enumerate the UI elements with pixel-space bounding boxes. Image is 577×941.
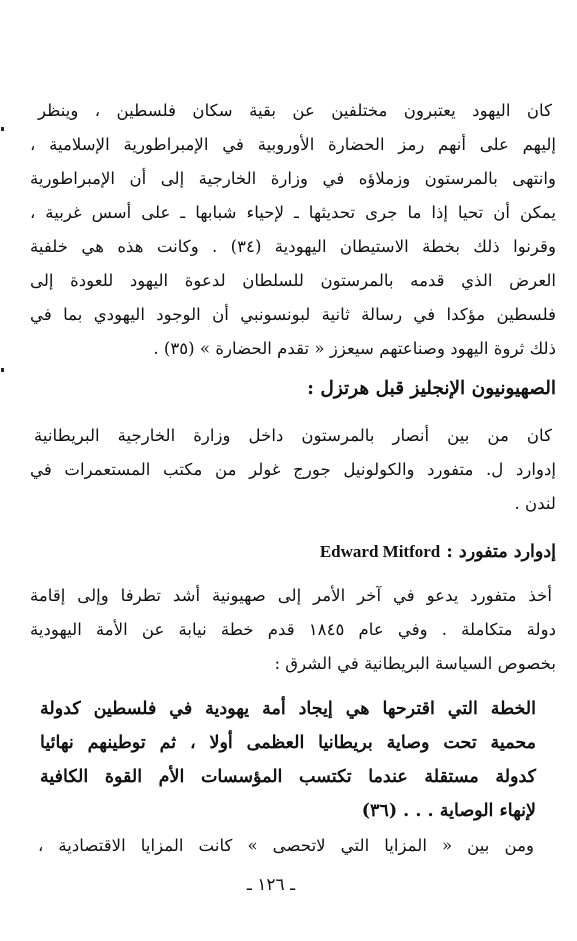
paragraph2-line-2: إدوارد ل. متفورد والكولونيل جورج غولر من مكتب المستعمرات في xyxy=(30,460,556,479)
paragraph1-line-3: وانتهى بالمرستون وزملاؤه في وزارة الخارجية إلى أن الإمبراطورية xyxy=(30,169,556,188)
paragraph2-line-3: لندن . xyxy=(514,494,556,513)
paragraph1-line-5: وقرنوا ذلك بخطة الاستيطان اليهودية (٣٤) . وكانت هذه هي خلفية xyxy=(30,237,556,256)
paragraph3-line-2: دولة متكاملة . وفي عام ١٨٤٥ قدم خطة نيابة عن الأمة اليهودية xyxy=(30,620,557,639)
page-number: ـ ١٢٦ ـ xyxy=(246,875,296,895)
paragraph1-line-4: يمكن أن تحيا إذا ما جرى تحديثها ـ لإحياء شبابها ـ على أسس غربية ، xyxy=(30,203,556,222)
quote-line-3: كدولة مستقلة عندما تكتسب المؤسسات الأم القوة الكافية xyxy=(40,767,536,787)
paragraph3-line-1: أخذ متفورد يدعو في آخر الأمر إلى صهيونية أشد تطرفا وإلى إقامة xyxy=(30,586,552,605)
subheading-latin: Edward Mitford xyxy=(319,542,441,561)
paragraph1-line-1: كان اليهود يعتبرون مختلفين عن بقية سكان فلسطين ، وينظر xyxy=(38,101,552,120)
quote-line-2: محمية تحت وصاية بريطانيا العظمى أولا ، ثم توطينهم نهائيا xyxy=(40,733,536,753)
paragraph1-line-6: العرض الذي قدمه بالمرستون للسلطان لدعوة اليهود للعودة إلى xyxy=(30,271,556,290)
paragraph1-line-2: إليهم على أنهم رمز الحضارة الأوروبية في الإمبراطورية الإسلامية ، xyxy=(30,135,556,154)
subheading xyxy=(320,543,556,562)
paragraph1-line-8: ذلك ثروة اليهود وصناعتهم سيعزز « تقدم الحضارة » (٣٥) . xyxy=(153,339,556,358)
margin-mark-middle xyxy=(1,368,4,372)
quote-line-1: الخطة التي اقترحها هي إيجاد أمة يهودية في فلسطين كدولة xyxy=(40,699,536,719)
paragraph1-line-7: فلسطين مؤكدا في رسالة ثانية لبونسونبي أن الوجود اليهودي بما في xyxy=(30,305,556,324)
paragraph2-line-1: كان من بين أنصار بالمرستون داخل وزارة الخارجية البريطانية xyxy=(34,426,552,445)
paragraph3-line-3: بخصوص السياسة البريطانية في الشرق : xyxy=(274,654,556,673)
margin-mark-top xyxy=(1,127,4,131)
section-heading: الصهيونيون الإنجليز قبل هرتزل : xyxy=(307,378,556,399)
quote-line-4: لإنهاء الوصاية . . . (٣٦) xyxy=(361,801,536,821)
paragraph4-line-1: ومن بين « المزايا التي لاتحصى » كانت المزايا الاقتصادية ، xyxy=(38,836,534,855)
subheading-arabic: إدوارد متفورد : xyxy=(446,542,556,562)
